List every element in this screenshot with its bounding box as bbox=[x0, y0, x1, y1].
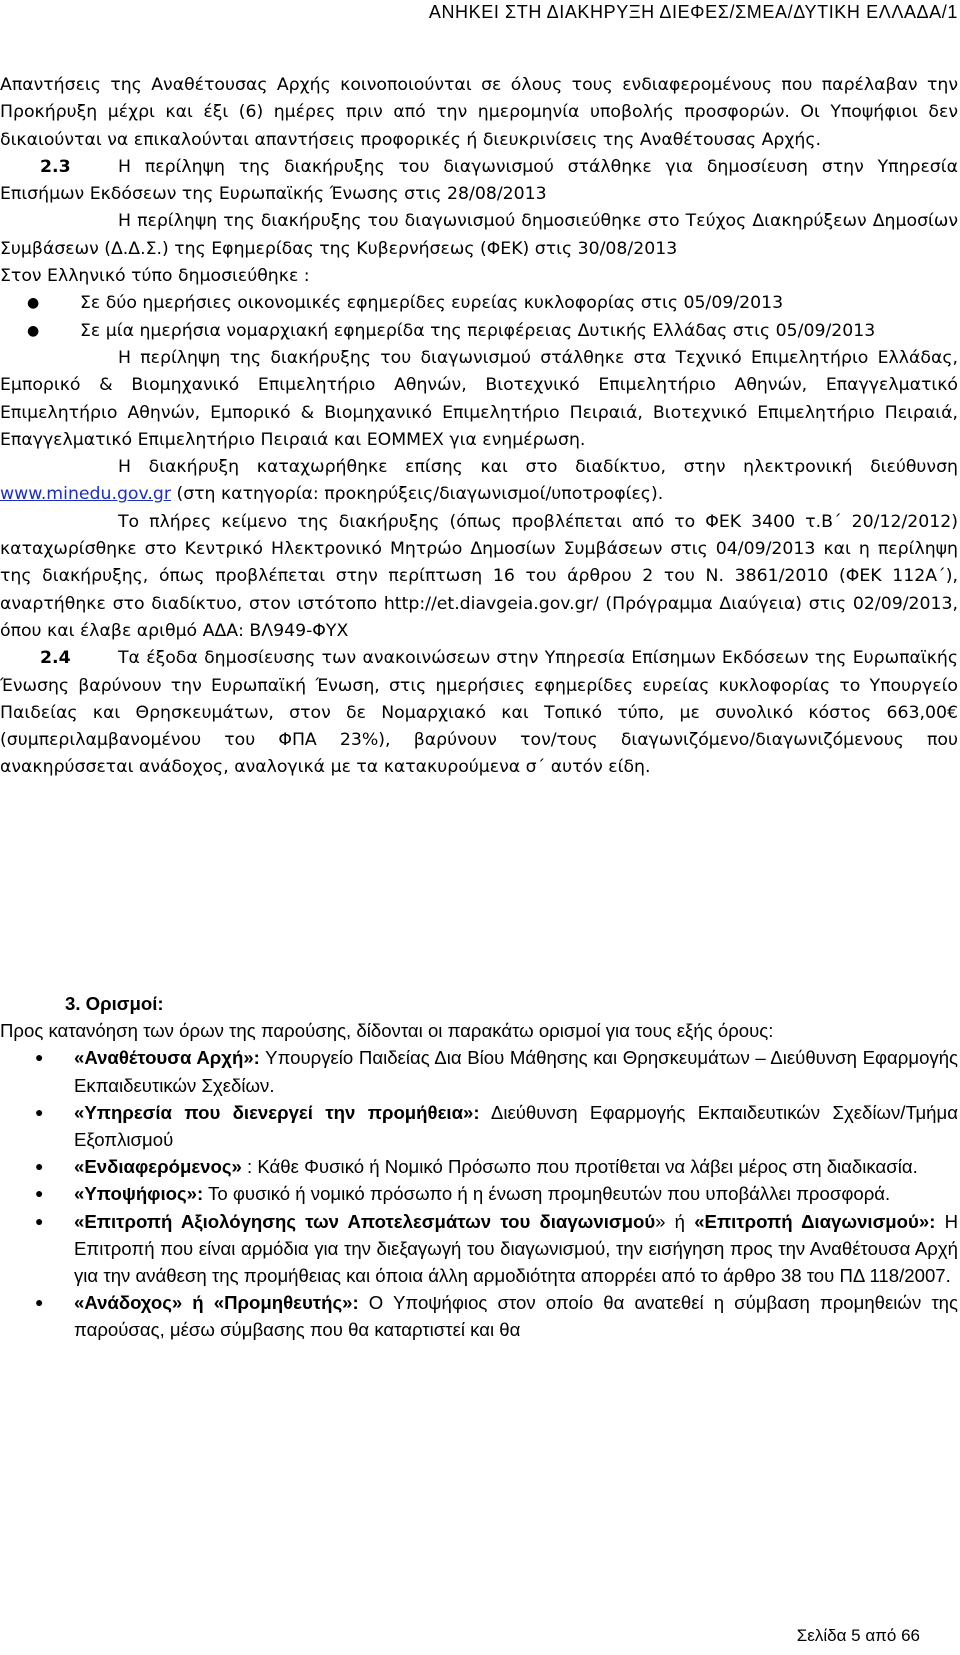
paragraph-fek-publication: Η περίληψη της διακήρυξης του διαγωνισμού δημοσιεύθηκε στο Τεύχος Διακηρύξεων Δημοσίων Συμβάσεων (Δ.Δ.Σ.) της Εφημερίδας της Κυβερνήσεως (ΦΕΚ) στις 30/08/2013 bbox=[0, 211, 958, 259]
list-item: ● Σε μία ημερήσια νομαρχιακή εφημερίδα της περιφέρειας Δυτικής Ελλάδας στις 05/09/2013 bbox=[0, 318, 958, 345]
paragraph-clarifications: Απαντήσεις της Αναθέτουσας Αρχής κοινοποιούνται σε όλους τους ενδιαφερομένους που παρέλαβαν την Προκήρυξη μέχρι και έξι (6) ημέρες πριν από την ημερομηνία υποβολής προσφορών. Οι Υποψήφιοι δεν δικαιούνται να επικαλούνται απαντήσεις προφορικές ή διευκρινίσεις της Αναθέτουσας Αρχής. bbox=[0, 75, 958, 150]
section-3-title: 3. Ορισμοί: bbox=[65, 993, 164, 1014]
definition-term: «Υποψήφιος»: bbox=[74, 1183, 204, 1205]
definition-item: ● «Υπηρεσία που διενεργεί την προμήθεια»: Διεύθυνση Εφαρμογής Εκπαιδευτικών Σχεδίων/Τμήμα Εξοπλισμού bbox=[0, 1099, 958, 1153]
definition-term: «Αναθέτουσα Αρχή»: bbox=[74, 1047, 260, 1069]
definition-item: ● «Υποψήφιος»: Το φυσικό ή νομικό πρόσωπο ή η ένωση προμηθευτών που υποβάλλει προσφορά. bbox=[0, 1180, 958, 1207]
section-text: Η περίληψη της διακήρυξης του διαγωνισμού στάλθηκε για δημοσίευση στην Υπηρεσία Επισήμων Εκδόσεων της Ευρωπαϊκής Ένωσης στις 28/08/2013 bbox=[0, 156, 958, 205]
bullet-icon: ● bbox=[27, 295, 40, 312]
definition-item: ● «Ενδιαφερόμενος» : Κάθε Φυσικό ή Νομικό Πρόσωπο που προτίθεται να λάβει μέρος στη διαδικασία. bbox=[0, 1153, 958, 1180]
paragraph-chambers: Η περίληψη της διακήρυξης του διαγωνισμού στάλθηκε στα Τεχνικό Επιμελητήριο Ελλάδας, Εμπορικό & Βιομηχανικό Επιμελητήριο Αθηνών, Βιοτεχνικό Επιμελητήριο Αθηνών, Επαγγελματικό Επιμελητήριο Αθηνών, Εμπορικό & Βιομηχανικό Επιμελητήριο Πειραιά, Βιοτεχνικό Επιμελητήριο Πειραιά, Επαγγελματικό Επιμελητήριο Πειραιά και ΕΟΜΜΕΧ για ενημέρωση. bbox=[0, 347, 958, 450]
page-header: ΑΝΗΚΕΙ ΣΤΗ ΔΙΑΚΗΡΥΞΗ ΔΙΕΦΕΣ/ΣΜΕΑ/ΔΥΤΙΚΗ ΕΛΛΑΔΑ/1 bbox=[428, 2, 958, 22]
definitions-section bbox=[0, 990, 958, 1344]
paragraph-full-text: Το πλήρες κείμενο της διακήρυξης (όπως προβλέπεται από το ΦΕΚ 3400 τ.Β΄ 20/12/2012) καταχωρίσθηκε στο Κεντρικό Ηλεκτρονικό Μητρώο Δημοσίων Συμβάσεων στις 04/09/2013 και η περίληψη της διακήρυξης, όπως προβλέπεται στην περίπτωση 16 του άρθρου 2 του Ν. 3861/2010 (ΦΕΚ 112Α΄), αναρτήθηκε στο διαδίκτυο, στον ιστότοπο http://et.diavgeia.gov.gr/ (Πρόγραμμα Διαύγεια) στις 02/09/2013, όπου και έλαβε αριθμό ΑΔΑ: ΒΛ949-ΦΥΧ bbox=[0, 511, 958, 641]
bullet-icon: ● bbox=[35, 1185, 44, 1202]
bullet-icon: ● bbox=[35, 1049, 44, 1066]
section-2-3 bbox=[0, 154, 958, 209]
section-number: 2.4 bbox=[40, 648, 71, 669]
bullet-icon: ● bbox=[35, 1158, 44, 1175]
definitions-list bbox=[0, 1044, 958, 1343]
paragraph-website: Η διακήρυξη καταχωρήθηκε επίσης και στο διαδίκτυο, στην ηλεκτρονική διεύθυνση www.minedu.gov.gr (στη κατηγορία: προκηρύξεις/διαγωνισμοί/υποτροφίες). bbox=[0, 457, 958, 505]
section-text: Τα έξοδα δημοσίευσης των ανακοινώσεων στην Υπηρεσία Επίσημων Εκδόσεων της Ευρωπαϊκής Ένωσης βαρύνουν την Ευρωπαϊκή Ένωση, στις ημερήσιες εφημερίδες ευρείας κυκλοφορίας το Υπουργείο Παιδείας και Θρησκευμάτων, στον δε Νομαρχιακό και Τοπικό τύπο, με συνολικό κόστος 663,00€ (συμπεριλαμβανομένου του ΦΠΑ 23%), βαρύνουν τον/τους διαγωνιζόμενο/διαγωνιζόμενους που ανακηρύσσεται ανάδοχος, αναλογικά με τα κατακυρούμενα σ΄ αυτόν είδη. bbox=[0, 648, 958, 778]
minedu-link[interactable]: www.minedu.gov.gr bbox=[0, 484, 171, 505]
definition-item: ● «Αναθέτουσα Αρχή»: Υπουργείο Παιδείας Δια Βίου Μάθησης και Θρησκευμάτων – Διεύθυνση Εφαρμογής Εκπαιδευτικών Σχεδίων. bbox=[0, 1044, 958, 1098]
definition-term: «Ενδιαφερόμενος» bbox=[74, 1156, 242, 1178]
press-list bbox=[0, 290, 958, 345]
definition-term: «Ανάδοχος» ή «Προμηθευτής»: bbox=[74, 1292, 359, 1314]
section-number: 2.3 bbox=[40, 156, 71, 177]
definition-item: ● «Επιτροπή Αξιολόγησης των Αποτελεσμάτων του διαγωνισμού» ή «Επιτροπή Διαγωνισμού»: Η Επιτροπή που είναι αρμόδια για την διεξαγωγή του διαγωνισμού, την εισήγηση προς την Αναθέτουσα Αρχή για την ανάθεση της προμήθειας και όποια άλλη αρμοδιότητα απορρέει από το άρθρο 38 του ΠΔ 118/2007. bbox=[0, 1208, 958, 1290]
definition-term: «Επιτροπή Διαγωνισμού»: bbox=[694, 1210, 936, 1232]
paragraph-press-intro: Στον Ελληνικό τύπο δημοσιεύθηκε : bbox=[0, 266, 310, 287]
definition-term: «Επιτροπή Αξιολόγησης των Αποτελεσμάτων του διαγωνισμού bbox=[74, 1210, 656, 1232]
definitions-intro: Προς κατανόηση των όρων της παρούσης, δίδονται οι παρακάτω ορισμοί για τους εξής όρους: bbox=[0, 1020, 774, 1042]
page-number: Σελίδα 5 από 66 bbox=[796, 1626, 920, 1645]
definition-term: «Υπηρεσία που διενεργεί την προμήθεια»: bbox=[74, 1101, 480, 1123]
bullet-icon: ● bbox=[35, 1103, 44, 1120]
bullet-icon: ● bbox=[35, 1294, 44, 1311]
definition-item: ● «Ανάδοχος» ή «Προμηθευτής»: Ο Υποψήφιος στον οποίο θα ανατεθεί η σύμβαση προμηθειών της παρούσας, μέσω σύμβασης που θα καταρτιστεί και θα bbox=[0, 1289, 958, 1343]
section-2-4 bbox=[0, 645, 958, 781]
document-body bbox=[0, 72, 958, 782]
bullet-icon: ● bbox=[35, 1212, 44, 1229]
bullet-icon: ● bbox=[27, 322, 40, 339]
list-item: ● Σε δύο ημερήσιες οικονομικές εφημερίδες ευρείας κυκλοφορίας στις 05/09/2013 bbox=[0, 290, 958, 317]
